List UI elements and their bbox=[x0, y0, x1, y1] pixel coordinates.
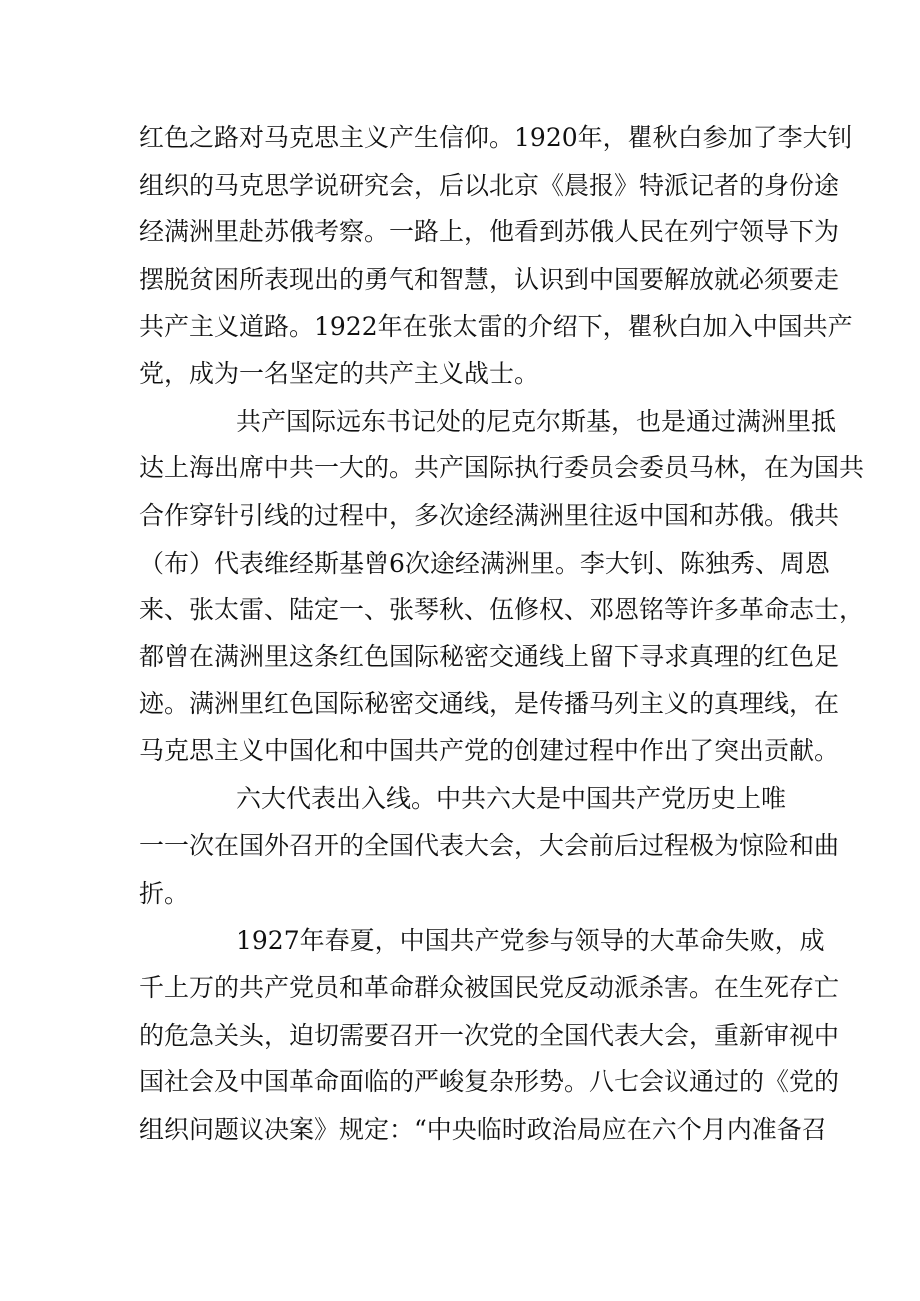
text-line: 共产主义道路。1922年在张太雷的介绍下，瞿秋白加入中国共产 bbox=[139, 312, 853, 341]
text-line: 国社会及中国革命面临的严峻复杂形势。八七会议通过的《党的 bbox=[139, 1067, 840, 1096]
text-line: 组织的马克思学说研究会，后以北京《晨报》特派记者的身份途 bbox=[139, 171, 840, 200]
text-line: 经满洲里赴苏俄考察。一路上，他看到苏俄人民在列宁领导下为 bbox=[139, 217, 840, 246]
text-line: 六大代表出入线。中共六大是中国共产党历史上唯 bbox=[236, 784, 787, 813]
text-line: 千上万的共产党员和革命群众被国民党反动派杀害。在生死存亡 bbox=[139, 973, 840, 1002]
text-line: 党，成为一名坚定的共产主义战士。 bbox=[139, 359, 540, 388]
text-line: 马克思主义中国化和中国共产党的创建过程中作出了突出贡献。 bbox=[139, 736, 840, 765]
text-line: 摆脱贫困所表现出的勇气和智慧，认识到中国要解放就必须要走 bbox=[139, 265, 840, 294]
text-line: 1927年春夏，中国共产党参与领导的大革命失败，成 bbox=[236, 926, 825, 955]
text-line: 红色之路对马克思主义产生信仰。1920年，瞿秋白参加了李大钊 bbox=[139, 123, 853, 152]
text-line: （布）代表维经斯基曾6次途经满洲里。李大钊、陈独秀、周恩 bbox=[139, 549, 830, 578]
text-line: 迹。满洲里红色国际秘密交通线，是传播马列主义的真理线，在 bbox=[139, 689, 840, 718]
text-line: 一一次在国外召开的全国代表大会，大会前后过程极为惊险和曲 bbox=[139, 831, 840, 860]
text-line: 的危急关头，迫切需要召开一次党的全国代表大会，重新审视中 bbox=[139, 1021, 840, 1050]
text-line: 共产国际远东书记处的尼克尔斯基，也是通过满洲里抵 bbox=[236, 407, 837, 436]
text-line: 折。 bbox=[139, 879, 190, 908]
text-line: 合作穿针引线的过程中，多次途经满洲里往返中国和苏俄。俄共 bbox=[139, 501, 840, 530]
text-line: 来、张太雷、陆定一、张琴秋、伍修权、邓恩铭等许多革命志士， bbox=[139, 595, 865, 624]
text-line: 组织问题议决案》规定：“中央临时政治局应在六个月内准备召 bbox=[139, 1115, 827, 1144]
text-line: 达上海出席中共一大的。共产国际执行委员会委员马林，在为国共 bbox=[139, 453, 865, 482]
text-line: 都曾在满洲里这条红色国际秘密交通线上留下寻求真理的红色足 bbox=[139, 642, 840, 671]
